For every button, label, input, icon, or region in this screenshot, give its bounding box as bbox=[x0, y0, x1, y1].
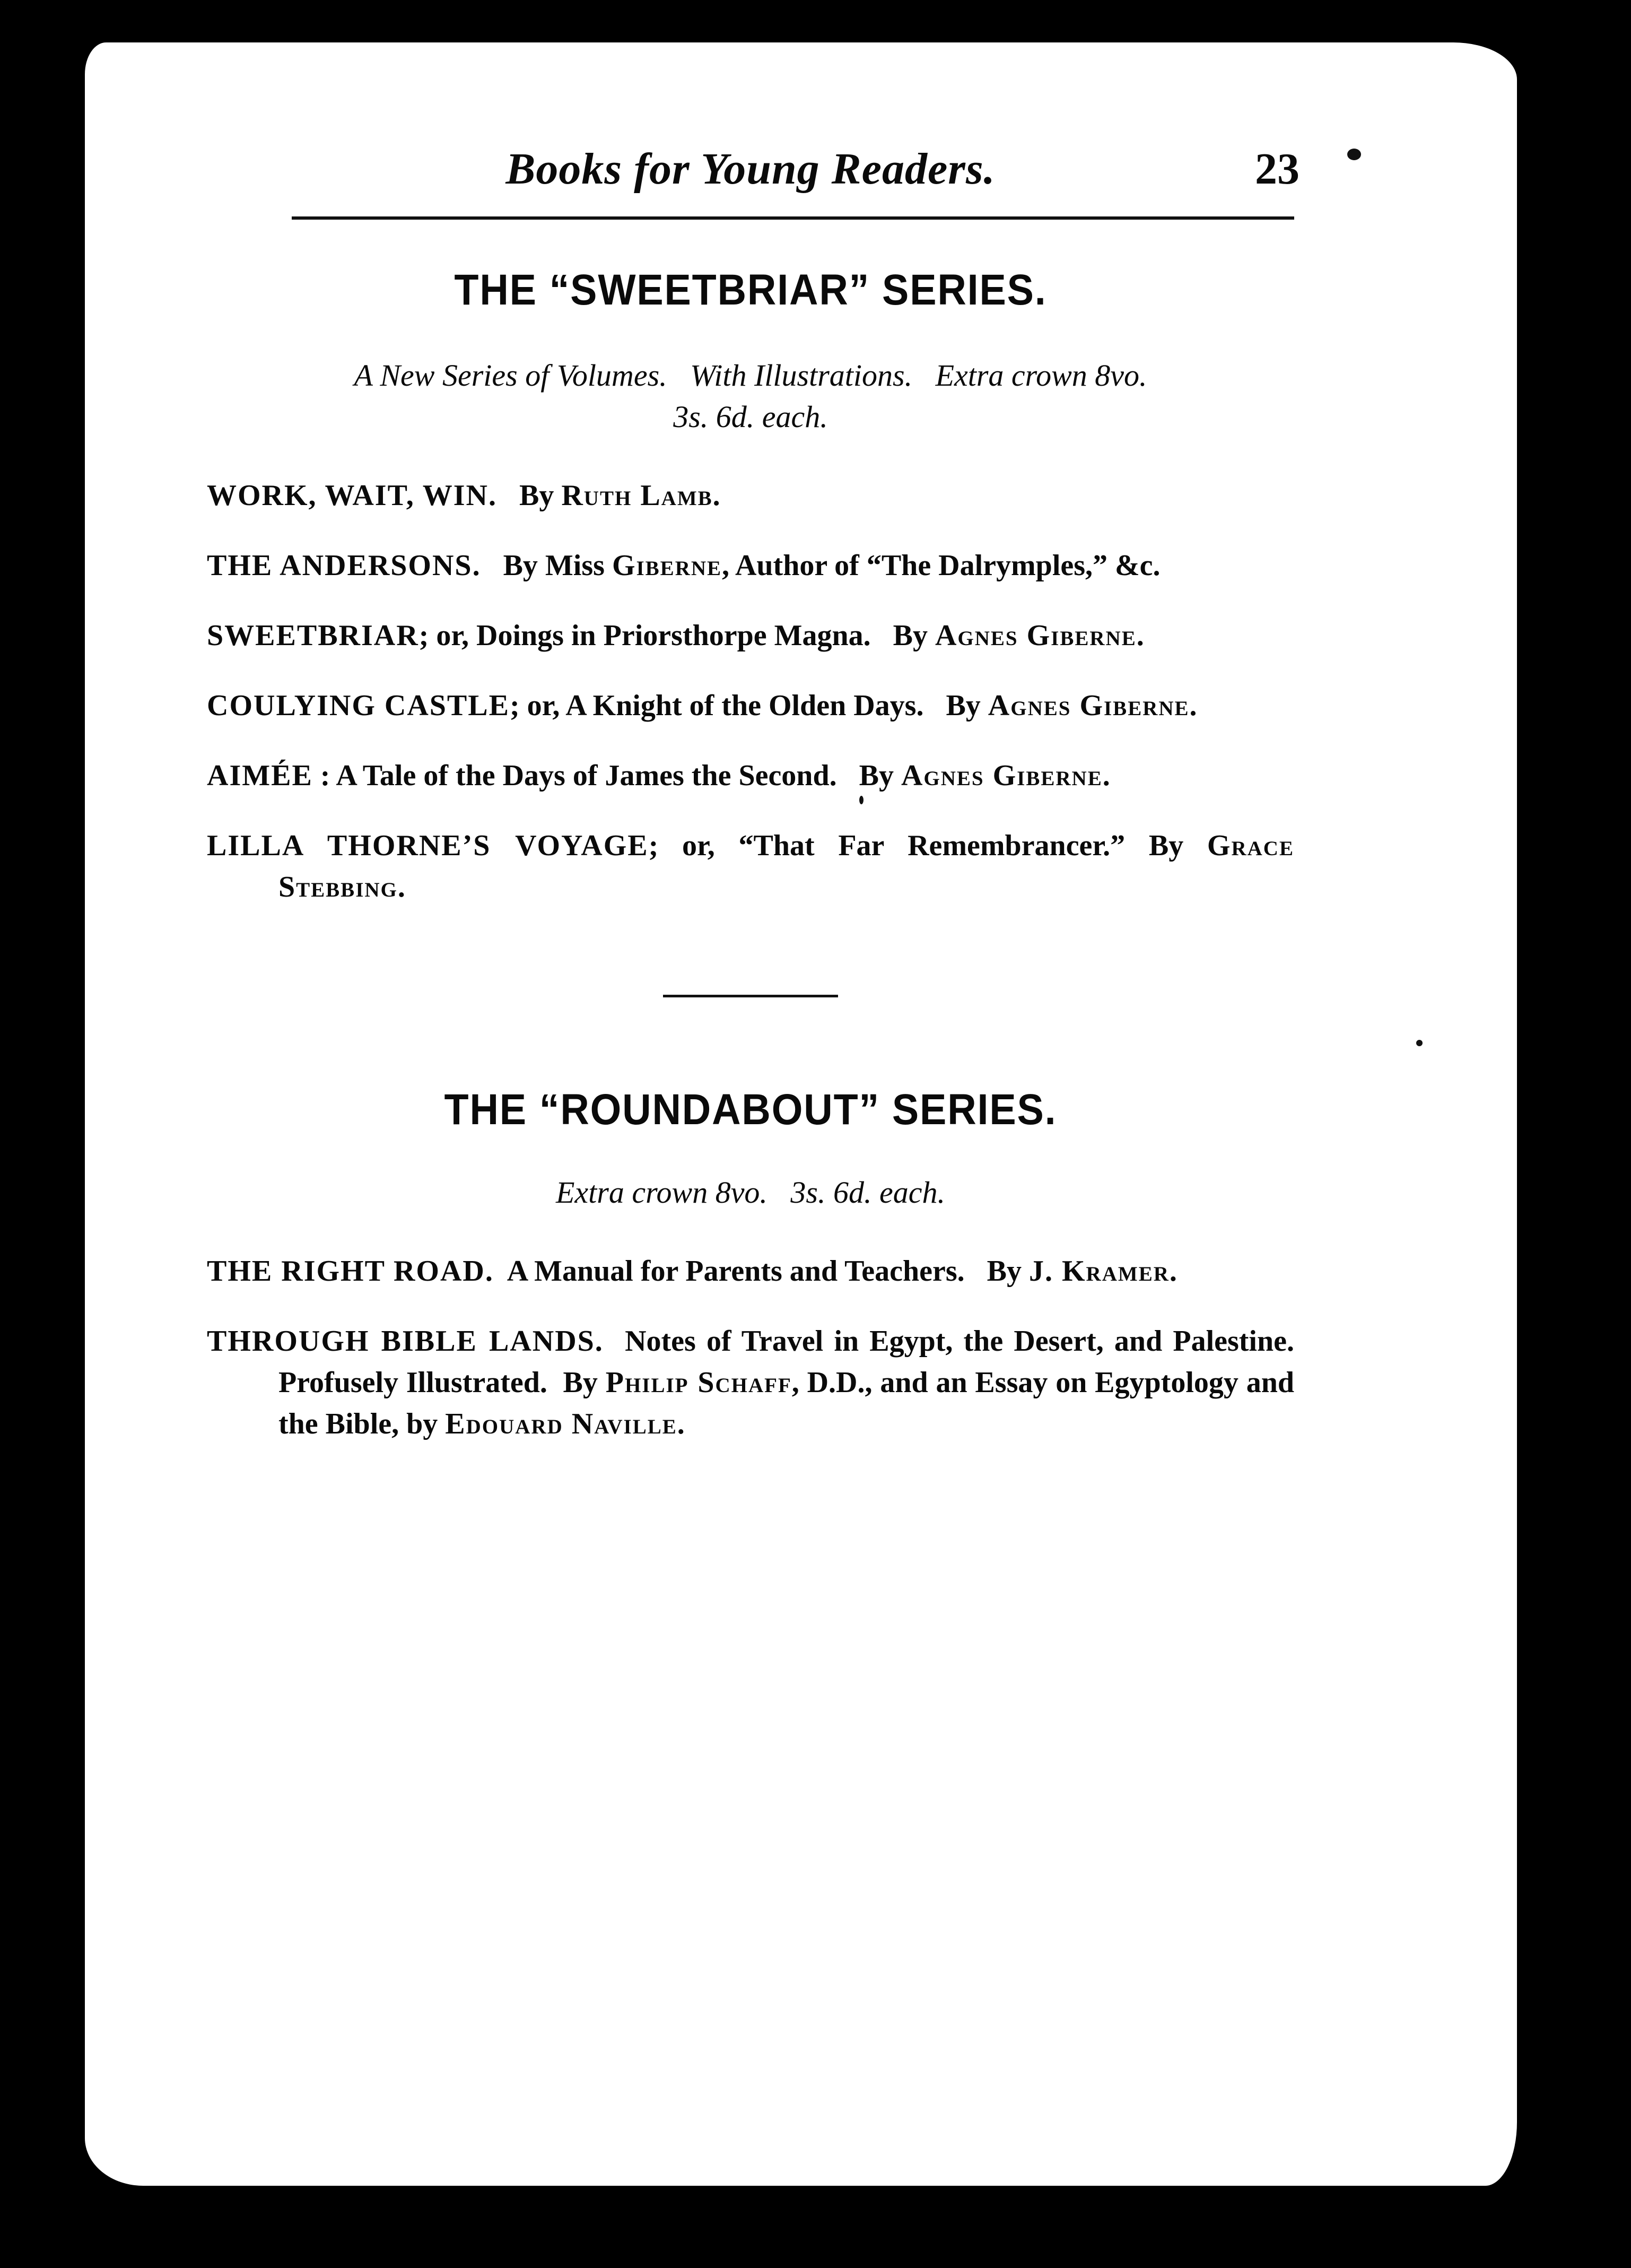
sweetbriar-subtitle-line2: 3s. 6d. each. bbox=[673, 399, 828, 434]
author-name: J. Kramer. bbox=[1029, 1255, 1178, 1288]
sweetbriar-subtitle bbox=[207, 355, 1294, 438]
book-entry-work-wait-win bbox=[207, 475, 1294, 516]
book-title: AIMÉE bbox=[207, 759, 313, 792]
author-name: Agnes Giberne. bbox=[901, 759, 1111, 792]
entry-detail: , Author of “The Dalrymples,” &c. bbox=[722, 549, 1161, 582]
scan-border-left bbox=[0, 0, 58, 2268]
book-entry-aimee bbox=[207, 755, 1294, 796]
book-title: SWEETBRIAR bbox=[207, 619, 419, 652]
ink-speck bbox=[1416, 1040, 1423, 1046]
book-entry-the-right-road bbox=[207, 1250, 1294, 1292]
author-name: Agnes Giberne. bbox=[935, 619, 1145, 652]
book-title: LILLA THORNE’S VOYAGE bbox=[207, 829, 649, 862]
by-text: By bbox=[519, 479, 562, 512]
page-number: 23 bbox=[1255, 144, 1299, 194]
book-entry-through-bible-lands bbox=[207, 1320, 1309, 1445]
book-entry-the-andersons bbox=[207, 545, 1294, 586]
sweetbriar-heading: THE “SWEETBRIAR” SERIES. bbox=[454, 266, 1047, 314]
entry-detail: ; or, “That Far Remembrancer.” By bbox=[648, 829, 1207, 862]
author-name: Philip Schaff bbox=[605, 1366, 792, 1399]
running-title: Books for Young Readers. bbox=[505, 144, 996, 194]
sweetbriar-subtitle-line1: A New Series of Volumes. With Illustrations. Extra crown 8vo. bbox=[354, 358, 1147, 393]
book-title: THE ANDERSONS. bbox=[207, 549, 481, 582]
author-name: Giberne bbox=[612, 549, 722, 582]
by-text: By Miss bbox=[503, 549, 612, 582]
book-title: THE RIGHT ROAD. bbox=[207, 1255, 494, 1288]
book-entry-lilla-thornes-voyage bbox=[207, 825, 1294, 908]
entry-detail: : A Tale of the Days of James the Second. By bbox=[312, 759, 901, 792]
ink-speck bbox=[1347, 149, 1361, 160]
roundabout-heading: THE “ROUNDABOUT” SERIES. bbox=[444, 1085, 1057, 1134]
book-entry-coulying-castle bbox=[207, 685, 1294, 726]
author-name: Grace Stebbing. bbox=[278, 829, 1294, 903]
running-head bbox=[207, 127, 1299, 202]
author-name: Ruth Lamb. bbox=[561, 479, 721, 512]
roundabout-subtitle: Extra crown 8vo. 3s. 6d. each. bbox=[555, 1175, 945, 1210]
entry-detail: ; or, Doings in Priorsthorpe Magna. By bbox=[418, 619, 935, 652]
author-name: Agnes Giberne. bbox=[988, 689, 1198, 722]
entry-detail: ; or, A Knight of the Olden Days. By bbox=[509, 689, 988, 722]
header-rule bbox=[292, 216, 1294, 220]
entry-detail: , D.D., and an Essay on Egyptology and the Bible, by bbox=[278, 1366, 1295, 1440]
entry-detail: A Manual for Parents and Teachers. By bbox=[493, 1255, 1029, 1288]
book-title: THROUGH BIBLE LANDS. bbox=[207, 1325, 604, 1358]
entry-detail: Notes of Travel in Egypt, the Desert, and Palestine. Profusely Illustrated. By bbox=[278, 1325, 1309, 1399]
book-entry-sweetbriar bbox=[207, 615, 1294, 656]
author-name: Edouard Naville. bbox=[445, 1407, 686, 1440]
page-content bbox=[207, 127, 1309, 1473]
book-title: WORK, WAIT, WIN. bbox=[207, 479, 497, 512]
book-title: COULYING CASTLE bbox=[207, 689, 510, 722]
